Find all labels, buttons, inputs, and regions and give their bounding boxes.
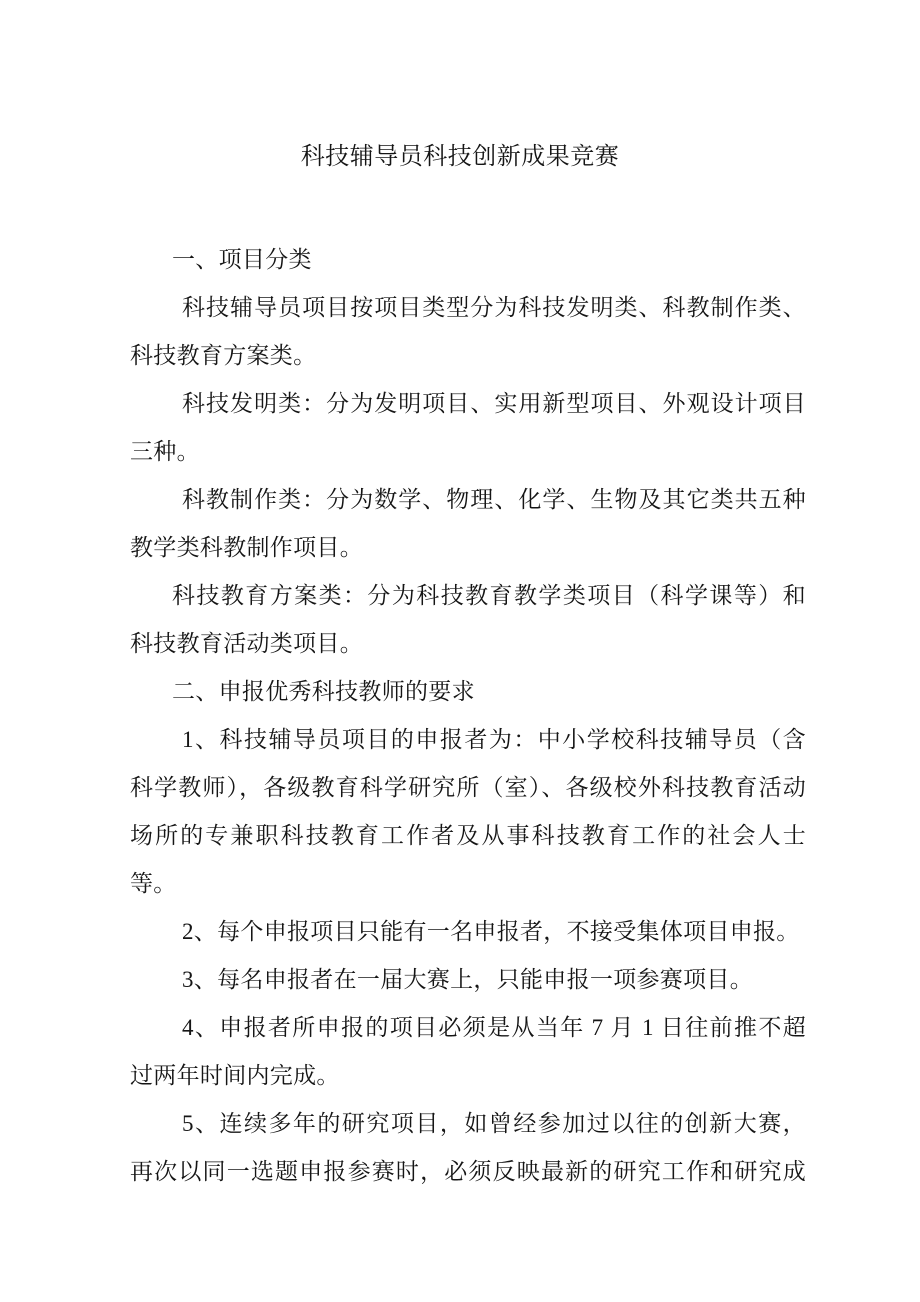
text-line: 2、每个申报项目只能有一名申报者，不接受集体项目申报。 xyxy=(182,919,800,944)
text-line: 一、项目分类 xyxy=(172,247,312,272)
text-line: 科技教育活动类项目。 xyxy=(130,631,363,656)
text-line: 1、科技辅导员项目的申报者为：中小学校科技辅导员（含 xyxy=(182,727,806,752)
text-line: 三种。 xyxy=(130,439,200,464)
text-line: 再次以同一选题申报参赛时，必须反映最新的研究工作和研究成 xyxy=(130,1159,806,1184)
text-line: 等。 xyxy=(130,871,177,896)
text-line: 4、申报者所申报的项目必须是从当年 7 月 1 日往前推不超 xyxy=(182,1015,806,1040)
text-line: 科技辅导员项目按项目类型分为科技发明类、科教制作类、 xyxy=(182,295,806,320)
text-line: 二、申报优秀科技教师的要求 xyxy=(172,679,475,704)
text-line: 过两年时间内完成。 xyxy=(130,1063,340,1088)
text-line: 教学类科教制作项目。 xyxy=(130,535,363,560)
text-line: 场所的专兼职科技教育工作者及从事科技教育工作的社会人士 xyxy=(130,823,806,848)
text-line: 科教制作类：分为数学、物理、化学、生物及其它类共五种 xyxy=(182,487,806,512)
text-line: 科技教育方案类：分为科技教育教学类项目（科学课等）和 xyxy=(172,583,806,608)
text-line: 科学教师），各级教育科学研究所（室）、各级校外科技教育活动 xyxy=(130,775,806,800)
text-line: 5、连续多年的研究项目，如曾经参加过以往的创新大赛， xyxy=(182,1111,806,1136)
document-title: 科技辅导员科技创新成果竞赛 xyxy=(300,144,620,170)
document-body xyxy=(130,243,806,1203)
text-line: 科技发明类：分为发明项目、实用新型项目、外观设计项目 xyxy=(182,391,806,416)
text-line: 3、每名申报者在一届大赛上，只能申报一项参赛项目。 xyxy=(182,967,753,992)
text-line: 科技教育方案类。 xyxy=(130,343,317,368)
